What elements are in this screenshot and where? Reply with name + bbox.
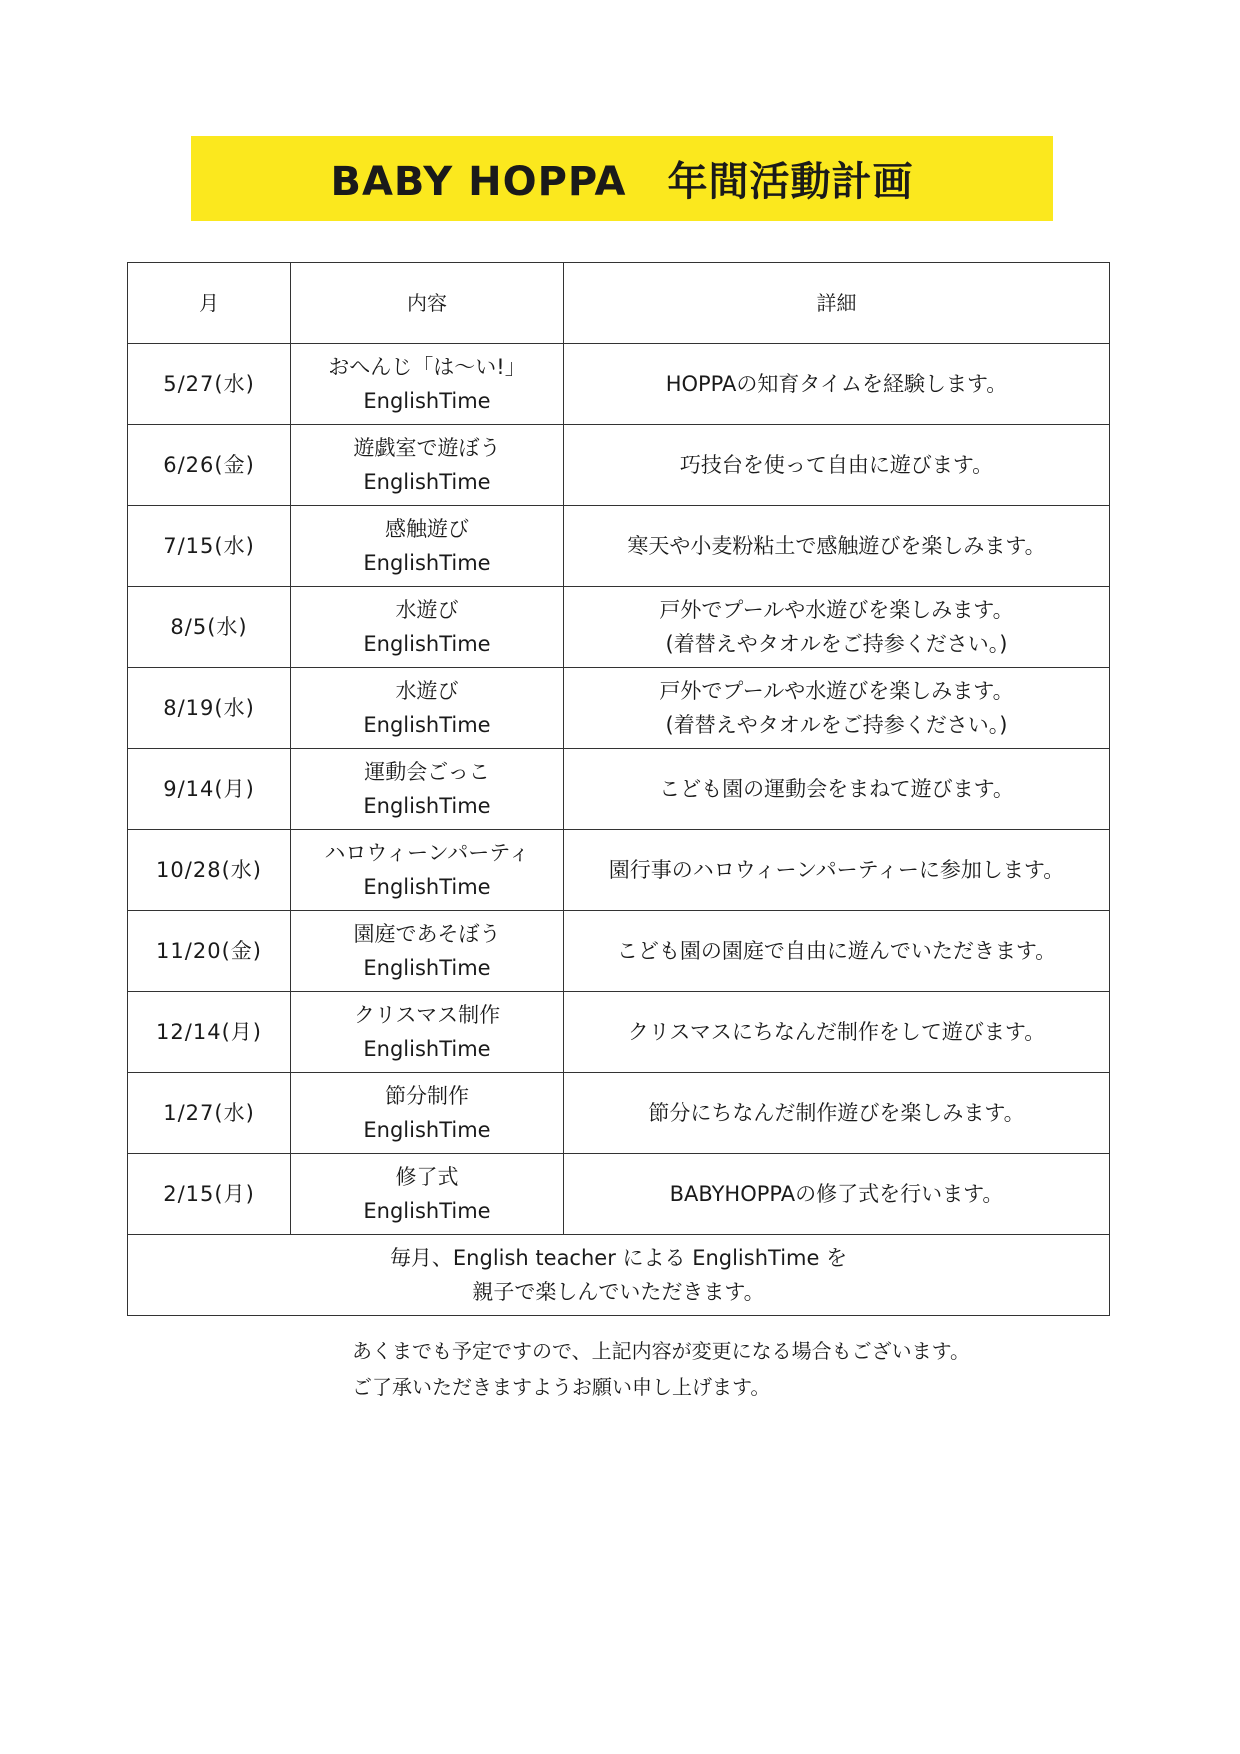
detail-line: クリスマスにちなんだ制作をして遊びます。 [627, 1020, 1046, 1044]
detail-line: こども園の運動会をまねて遊びます。 [659, 777, 1014, 801]
content-line: EnglishTime [363, 632, 491, 656]
content-line: EnglishTime [363, 1199, 491, 1223]
detail-line: HOPPAの知育タイムを経験します。 [665, 372, 1008, 396]
page-title: BABY HOPPA 年間活動計画 [330, 159, 914, 205]
header-content: 内容 [291, 263, 564, 344]
detail-line: 戸外でプールや水遊びを楽しみます。 [659, 679, 1014, 703]
content-line: EnglishTime [363, 389, 491, 413]
row-month: 8/5(水) [128, 587, 291, 668]
content-line: 園庭であそぼう [353, 922, 501, 946]
content-line: EnglishTime [363, 551, 491, 575]
activity-plan-table [127, 262, 1110, 1316]
table-row [128, 668, 1110, 749]
detail-line: こども園の園庭で自由に遊んでいただきます。 [616, 939, 1057, 963]
row-month: 1/27(水) [128, 1073, 291, 1154]
content-line: 感触遊び [385, 517, 469, 541]
row-month: 10/28(水) [128, 830, 291, 911]
detail-line: (着替えやタオルをご持参ください。) [665, 632, 1008, 656]
table-row [128, 506, 1110, 587]
row-detail [564, 992, 1110, 1073]
row-month: 9/14(月) [128, 749, 291, 830]
row-detail [564, 506, 1110, 587]
footer-line: 親子で楽しんでいただきます。 [472, 1280, 765, 1304]
detail-line: 寒天や小麦粉粘土で感触遊びを楽しみます。 [627, 534, 1046, 558]
table-row [128, 749, 1110, 830]
table-footer-row [128, 1235, 1110, 1316]
row-month: 11/20(金) [128, 911, 291, 992]
content-line: おへんじ「は〜い!」 [328, 355, 526, 379]
row-detail [564, 1073, 1110, 1154]
table-header-row [128, 263, 1110, 344]
detail-line: BABYHOPPAの修了式を行います。 [669, 1182, 1004, 1206]
content-line: 節分制作 [385, 1084, 469, 1108]
detail-line: 巧技台を使って自由に遊びます。 [679, 453, 994, 477]
row-content [291, 911, 564, 992]
row-detail [564, 425, 1110, 506]
content-line: 水遊び [395, 598, 459, 622]
title-banner [191, 136, 1053, 221]
table-row [128, 992, 1110, 1073]
row-detail [564, 830, 1110, 911]
header-month: 月 [128, 263, 291, 344]
row-detail [564, 668, 1110, 749]
row-detail [564, 1154, 1110, 1235]
row-month: 7/15(水) [128, 506, 291, 587]
header-detail: 詳細 [564, 263, 1110, 344]
content-line: EnglishTime [363, 1037, 491, 1061]
detail-line: 園行事のハロウィーンパーティーに参加します。 [608, 858, 1065, 882]
table-footer [128, 1235, 1110, 1316]
table-row [128, 344, 1110, 425]
row-content [291, 668, 564, 749]
content-line: EnglishTime [363, 956, 491, 980]
note-line: あくまでも予定ですので、上記内容が変更になる場合もございます。 [352, 1339, 970, 1363]
note-line: ご了承いただきますようお願い申し上げます。 [352, 1375, 771, 1399]
row-month: 8/19(水) [128, 668, 291, 749]
content-line: 修了式 [395, 1165, 459, 1189]
row-content [291, 749, 564, 830]
content-line: EnglishTime [363, 794, 491, 818]
content-line: クリスマス制作 [353, 1003, 501, 1027]
row-content [291, 506, 564, 587]
row-month: 2/15(月) [128, 1154, 291, 1235]
row-detail [564, 587, 1110, 668]
row-content [291, 830, 564, 911]
content-line: 水遊び [395, 679, 459, 703]
detail-line: (着替えやタオルをご持参ください。) [665, 713, 1008, 737]
table-row [128, 425, 1110, 506]
row-detail [564, 344, 1110, 425]
detail-line: 節分にちなんだ制作遊びを楽しみます。 [648, 1101, 1025, 1125]
table-row [128, 911, 1110, 992]
row-content [291, 587, 564, 668]
content-line: 運動会ごっこ [364, 760, 490, 784]
schedule-note [352, 1333, 970, 1405]
table-row [128, 587, 1110, 668]
content-line: EnglishTime [363, 470, 491, 494]
table-row [128, 1073, 1110, 1154]
table-row [128, 1154, 1110, 1235]
row-month: 12/14(月) [128, 992, 291, 1073]
row-detail [564, 911, 1110, 992]
row-content [291, 1154, 564, 1235]
row-content [291, 1073, 564, 1154]
detail-line: 戸外でプールや水遊びを楽しみます。 [659, 598, 1014, 622]
footer-line: 毎月、English teacher による EnglishTime を [389, 1246, 848, 1270]
row-month: 6/26(金) [128, 425, 291, 506]
content-line: ハロウィーンパーティ [324, 841, 530, 865]
row-content [291, 344, 564, 425]
row-detail [564, 749, 1110, 830]
content-line: EnglishTime [363, 713, 491, 737]
content-line: EnglishTime [363, 875, 491, 899]
content-line: EnglishTime [363, 1118, 491, 1142]
row-content [291, 425, 564, 506]
row-content [291, 992, 564, 1073]
content-line: 遊戯室で遊ぼう [353, 436, 501, 460]
table-row [128, 830, 1110, 911]
row-month: 5/27(水) [128, 344, 291, 425]
